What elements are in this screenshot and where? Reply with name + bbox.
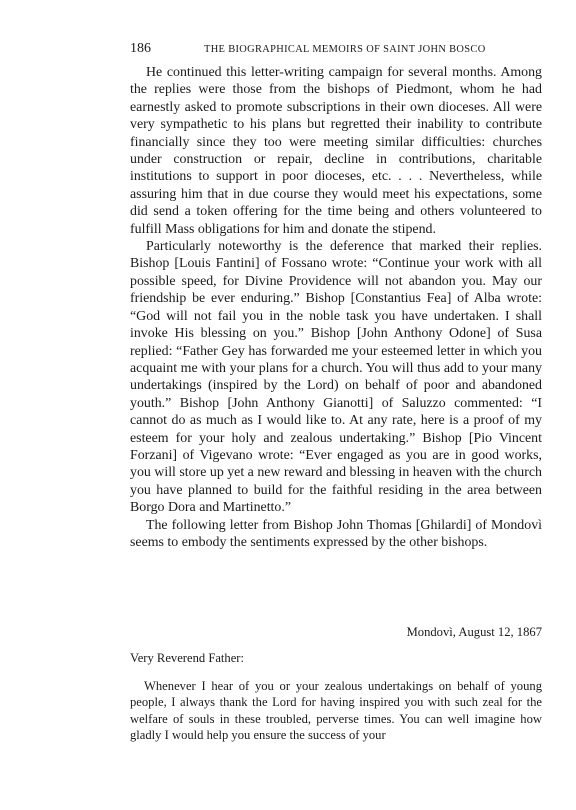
- body-paragraph: Particularly noteworthy is the deference that marked their replies. Bishop [Louis Fantini] of Fossano wrote: “Continue your work with all possible speed, for Divine Providence will not abandon you. May our friendship be ever enduring.” Bishop [Constantius Fea] of Alba wrote: “God will not fail you in the noble task you have undertaken. I shall invoke His blessing on you.” Bishop [John Anthony Odone] of Susa replied: “Father Gey has forwarded me your esteemed letter in which you acquaint me with your plans for a church. You will thus add to your many undertakings (inspired by the Lord) on behalf of poor and abandoned youth.” Bishop [John Anthony Gianotti] of Saluzzo commented: “I cannot do as much as I would like to. At any rate, here is a proof of my esteem for your holy and zealous undertaking.” Bishop [Pio Vincent Forzani] of Vigevano wrote: “Ever engaged as you are in good works, you will store up yet a new reward and blessing in heaven with the church you have planned to build for the faithful residing in the area between Borgo Dora and Martinetto.”: [130, 239, 542, 516]
- letter-body: [130, 678, 542, 743]
- body-text: [130, 64, 542, 551]
- running-title: THE BIOGRAPHICAL MEMOIRS OF SAINT JOHN BOSCO: [204, 44, 486, 55]
- body-paragraph: He continued this letter-writing campaign for several months. Among the replies were those from the bishops of Piedmont, whom he had earnestly asked to promote subscriptions in their own dioceses. All were very sympathetic to his plans but regretted their inability to contribute financially since they too were meeting similar difficulties: churches under construction or repair, decline in contributions, charitable institutions to support in poor dioceses, etc. . . . Nevertheless, while assuring him that in due course they would meet his expectations, some did send a token offering for the time being and others volunteered to fulfill Mass obligations for him and donate the stipend.: [130, 65, 542, 237]
- letter-paragraph: Whenever I hear of you or your zealous undertakings on behalf of young people, I always thank the Lord for having inspired you with such zeal for the welfare of souls in these troubled, perverse times. You can well imagine how gladly I would help you ensure the success of your: [130, 679, 542, 742]
- letter-place-date: Mondovì, August 12, 1867: [406, 625, 542, 639]
- running-head: [130, 40, 542, 58]
- page-number: 186: [130, 41, 151, 56]
- letter-salutation: Very Reverend Father:: [130, 651, 245, 665]
- body-paragraph: The following letter from Bishop John Thomas [Ghilardi] of Mondovì seems to embody the sentiments expressed by the other bishops.: [130, 517, 542, 550]
